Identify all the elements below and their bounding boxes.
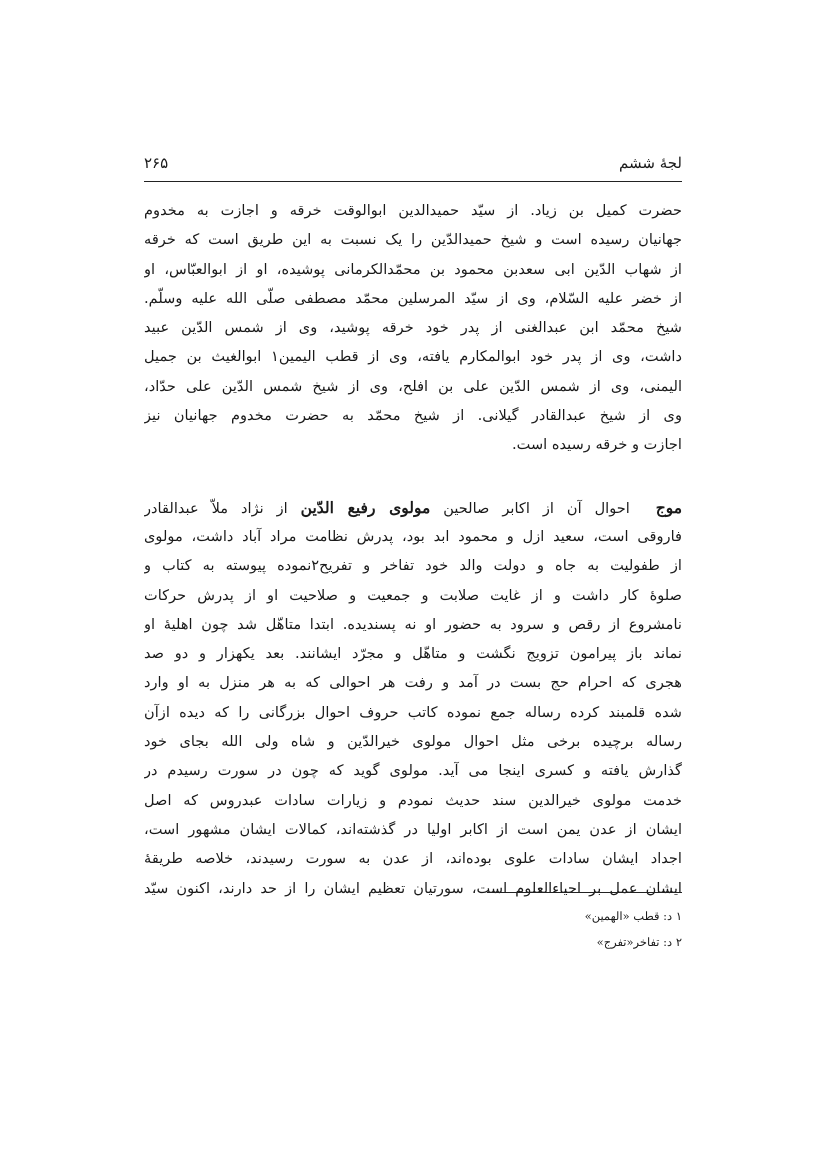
text-line: نامشروع از رقص و سرود به حضور او نه پسندیده. ابتدا متاهّل شد چون اهلیۀ او: [144, 615, 682, 633]
text-line: ایشان عمل بر احیاءالعلوم است، سورتیان تعظیم ایشان را از حد دارند، اکنون سیّد: [144, 879, 682, 897]
footnote-2: ۲ د: تفاخر«تفرج»: [596, 935, 682, 949]
intro-text: احوال آن از اکابر صالحین: [443, 499, 630, 517]
paragraph-2: [144, 493, 682, 903]
intro-rest-text: از نژاد ملاّ عبدالقادر: [144, 499, 288, 517]
text-line: از طفولیت به جاه و دولت والد خود تفاخر و تفریح۲نموده پیوسته به کتاب و: [144, 557, 682, 575]
text-line: ایشان از عدن یمن است از اکابر اولیا در گذشته‌اند، کمالات ایشان مشهور است،: [144, 820, 682, 838]
text-line: حضرت کمیل بن زیاد. از سیّد حمیدالدین ابوالوقت خرقه و اجازت به مخدوم: [144, 202, 682, 219]
body-text: [144, 196, 682, 903]
text-line: داشت، وی از پدر خود ابوالمکارم یافته، وی از قطب الیمین۱ ابوالغیث بن جمیل: [144, 348, 682, 366]
text-line: نماند باز پیرامون تزویج نگشت و متاهّل و مجرّد ایشانند. بعد یکهزار و دو صد: [144, 645, 682, 663]
text-line: اجداد ایشان سادات علوی بوده‌اند، از عدن به سورت رسیدند، خلاصه طریقۀ: [144, 850, 682, 868]
text-line: الیمنی، وی از شمس الدّین علی بن افلح، وی از شیخ شمس الدّین علی حدّاد،: [144, 377, 682, 395]
footnotes: [440, 903, 682, 955]
paragraph-1: [144, 196, 682, 460]
text-line: شیخ محمّد ابن عبدالغنی از پدر خود خرقه پوشید، وی از شمس الدّین عبید: [144, 319, 682, 337]
text-line: شده قلمبند کرده رساله جمع نموده کاتب حروف احوال بزرگانی را که دیده ازآن: [144, 703, 682, 721]
chapter-title: لجۀ ششم: [619, 154, 682, 172]
text-line: اجازت و خرقه رسیده است.: [511, 436, 682, 454]
text-line: وی از شیخ عبدالقادر گیلانی. از شیخ محمّد به حضرت مخدوم جهانیان نیز: [144, 407, 682, 425]
footnote-rule: [487, 892, 682, 893]
page-number: ۲۶۵: [144, 154, 169, 172]
text-line: از خضر علیه السّلام، وی از سیّد المرسلین محمّد مصطفی صلّی الله علیه وسلّم.: [144, 289, 682, 307]
page-header: [144, 146, 682, 176]
text-line: هجری که احرام حج بست در آمد و رفت هر احوالی که به هر منزل به او وارد: [144, 674, 682, 692]
text-line: گذارش یافته و کسری اینجا می آید. مولوی گوید که چون در سورت رسیدم در: [144, 762, 682, 780]
person-name: مولوی رفیع الدّین: [300, 497, 431, 517]
text-line: جهانیان رسیده است و شیخ حمیدالدّین را یک نسبت به این طریق است که خرقه: [144, 231, 682, 249]
text-line: از شهاب الدّین ابی سعدبن محمود بن محمّدالکرمانی پوشیده، او از ابوالعبّاس، او: [144, 260, 682, 278]
text-line: صلوۀ کار داشت و از غایت صلابت و جمعیت و صلاحیت او از پدرش حرکات: [144, 586, 682, 604]
header-rule: [144, 181, 682, 182]
paragraph-gap: [144, 460, 682, 493]
section-keyword: موج: [655, 497, 682, 517]
text-line: رساله برچیده برخی مثل احوال مولوی خیرالدّین و شاه ولی الله بجای خود: [144, 733, 682, 751]
text-line: فاروقی است، سعید ازل و محمود ابد بود، پدرش نظامت مراد آباد داشت، مولوی: [144, 527, 682, 545]
text-line: خدمت مولوی خیرالدین سند حدیث نمودم و زیارات سادات عبدروس که اصل: [144, 791, 682, 809]
footnote-1: ۱ د: قطب «الهمین»: [584, 909, 682, 923]
paragraph-2-first-line: [144, 493, 682, 522]
